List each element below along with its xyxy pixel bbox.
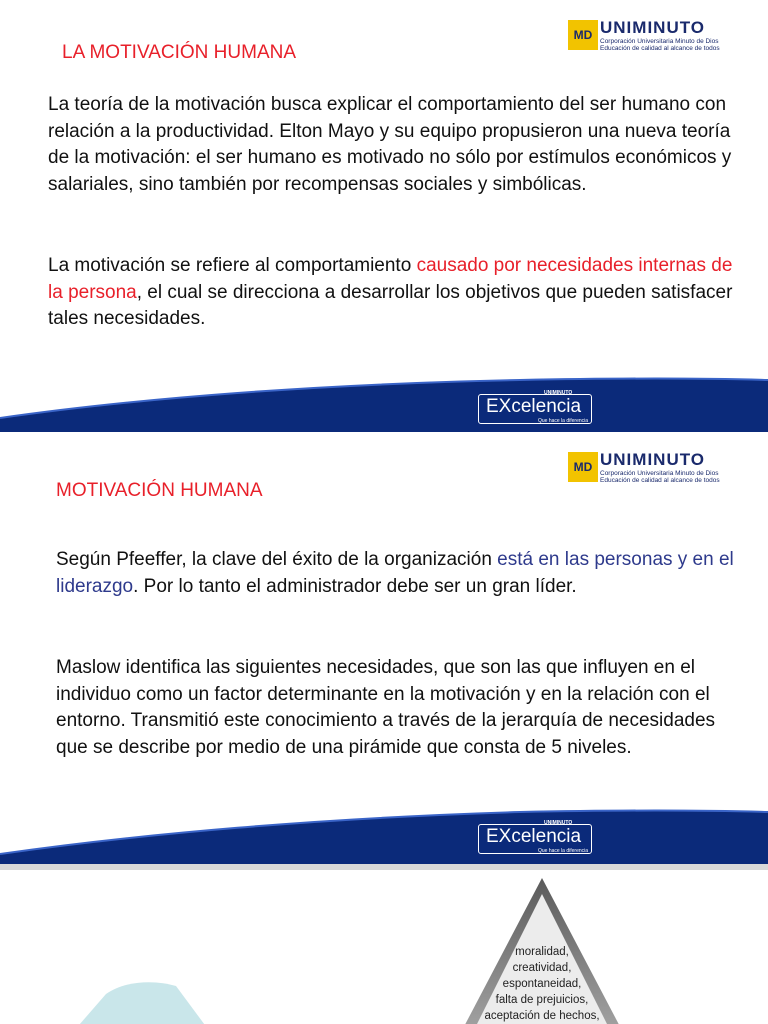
slide-title: LA MOTIVACIÓN HUMANA: [62, 42, 297, 63]
footer-wave: [0, 372, 768, 432]
slide-1: [0, 0, 768, 432]
excelencia-sub: Que hace la diferencia: [538, 848, 589, 854]
md-badge-icon: MD: [568, 20, 598, 50]
excelencia-word: EXcelencia: [486, 396, 582, 417]
logo-line-1: Corporación Universitaria Minuto de Dios: [600, 470, 719, 477]
paragraph-2-start: La motivación se refiere al comportamiento: [48, 255, 417, 276]
logo-line-2: Educación de calidad al alcance de todos: [600, 45, 720, 52]
maslow-pyramid: [458, 878, 626, 1024]
paragraph-2: Maslow identifica las siguientes necesidades, que son las que influyen en el individuo como un factor determinante en la motivación y en la relación con el entorno. Transmitió este conocimiento a través de la jerarquía de necesidades que se describe por medio de una pirámide que consta de 5 niveles.: [56, 657, 716, 758]
paragraph-1: La teoría de la motivación busca explicar el comportamiento del ser humano con relación a la productividad. Elton Mayo y su equipo propusieron una nueva teoría de la motivación: el ser humano es motivado no sólo por estímulos económicos y salariales, sino también por recompensas sociales y simbólicas.: [48, 94, 732, 195]
pyramid-line: falta de prejuicios,: [495, 994, 589, 1006]
paragraph-1: [56, 547, 736, 600]
excelencia-word: EXcelencia: [486, 826, 582, 847]
teal-decoration: [66, 980, 216, 1024]
paragraph-2-highlight: causado por necesidades internas de la persona: [48, 255, 733, 303]
excelencia-sub: Que hace la diferencia: [538, 418, 589, 424]
paragraph-1-end: . Por lo tanto el administrador debe ser un gran líder.: [133, 575, 577, 597]
logo-name: UNIMINUTO: [600, 18, 706, 37]
paragraph-1-highlight: está en las personas y en el liderazgo: [56, 549, 734, 597]
paragraph-1-start: Según Pfeeffer, la clave del éxito de la organización: [56, 549, 498, 570]
slide-2: [0, 432, 768, 864]
footer-wave: [0, 800, 768, 864]
excelencia-top: UNIMINUTO: [544, 390, 573, 396]
pyramid-text: [458, 944, 626, 1024]
slide-title: MOTIVACIÓN HUMANA: [56, 480, 263, 501]
slide-3: [0, 870, 768, 1024]
uniminuto-logo: [568, 450, 744, 486]
excelencia-top: UNIMINUTO: [544, 820, 573, 826]
logo-line-1: Corporación Universitaria Minuto de Dios: [600, 38, 719, 45]
uniminuto-logo: [568, 18, 744, 54]
pyramid-line: creatividad,: [512, 962, 572, 974]
logo-line-2: Educación de calidad al alcance de todos: [600, 477, 720, 484]
paragraph-2: [48, 253, 748, 333]
logo-name: UNIMINUTO: [600, 450, 706, 469]
md-badge-icon: MD: [568, 452, 598, 482]
pyramid-line: aceptación de hechos,: [484, 1010, 600, 1022]
excelencia-logo: [478, 388, 594, 426]
excelencia-logo: [478, 818, 594, 856]
pyramid-line: moralidad,: [515, 946, 569, 958]
paragraph-2-end: , el cual se direcciona a desarrollar los objetivos que pueden satisfacer tales necesidades.: [48, 281, 733, 329]
pyramid-line: espontaneidad,: [502, 978, 582, 990]
